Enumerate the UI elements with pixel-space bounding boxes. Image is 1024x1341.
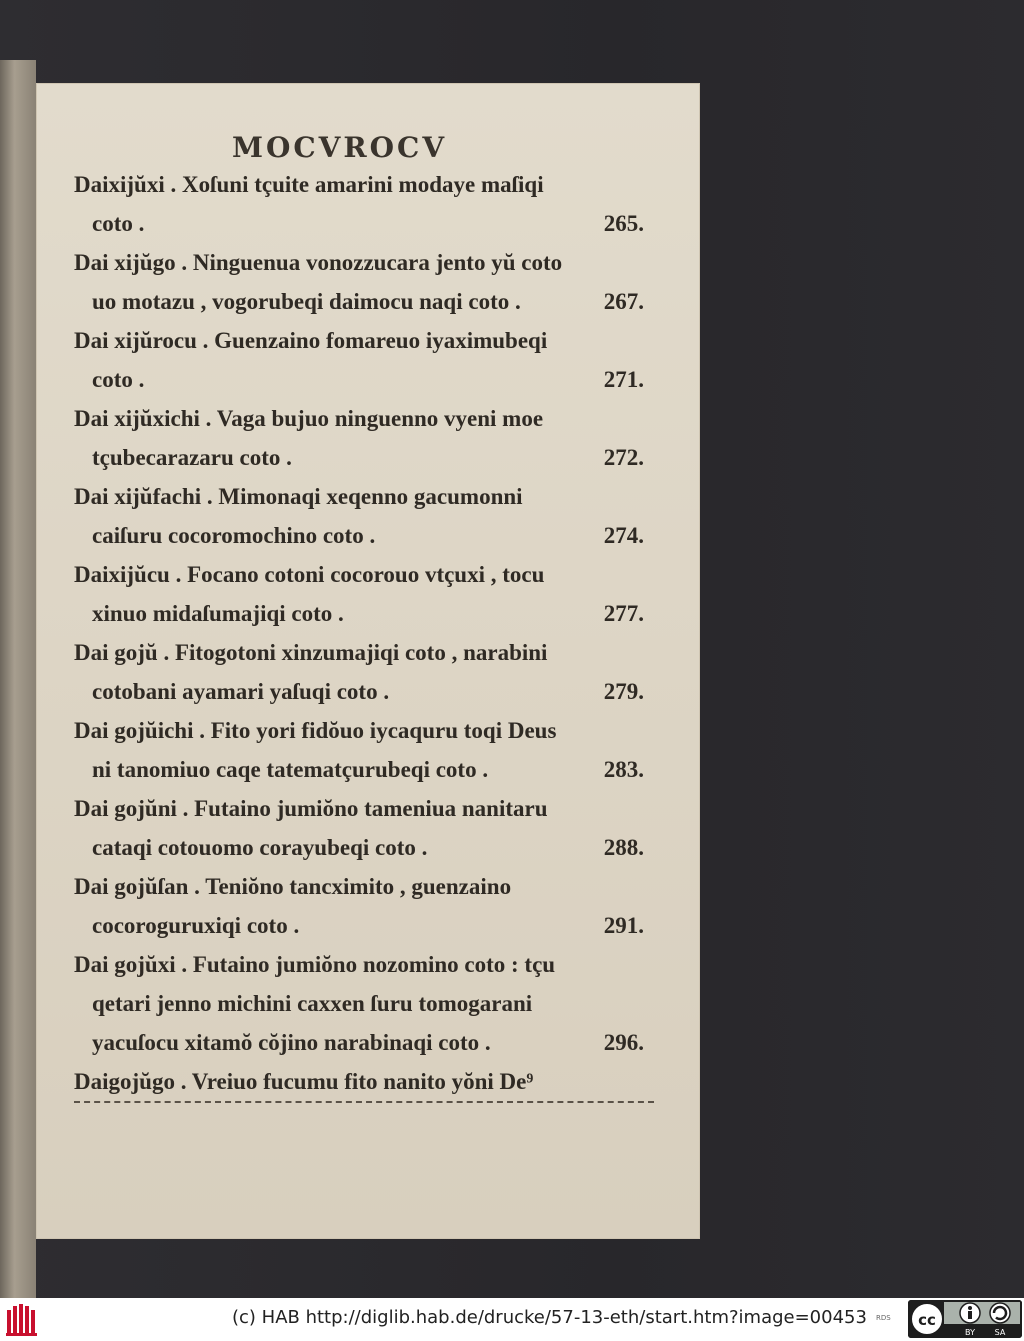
chapter-entry [74,789,654,867]
page-number: 277. [603,601,644,626]
chapter-text: Dai gojŭſan . Teniŏno tancximito , guenzaino [74,874,512,899]
chapter-continuation-line [74,438,654,477]
chapter-text: tçubecarazaru coto . [92,445,292,470]
chapter-entry [74,243,654,321]
chapter-continuation-line [74,906,654,945]
chapter-entry [74,321,654,399]
chapter-continuation-line [74,204,654,243]
chapter-title-line [74,555,654,594]
page-number: 288. [603,835,644,860]
page-number: 283. [603,757,644,782]
chapter-entry [74,477,654,555]
chapter-continuation-line [74,360,654,399]
chapter-text: Dai gojŭxi . Futaino jumiŏno nozomino coto : tçu [74,952,556,977]
chapter-continuation-line [74,1023,654,1062]
chapter-continuation-line [74,984,654,1023]
chapter-text: caiſuru cocoromochino coto . [92,523,376,548]
chapter-title-line [74,321,654,360]
chapter-title-line [74,789,654,828]
small-mark: RDS [876,1314,891,1322]
chapter-text: Dai gojŭ . Fitogotoni xinzumajiqi coto , narabini [74,640,548,665]
book-page [36,83,700,1239]
chapter-text: Dai gojŭichi . Fito yori fidŏuo iycaquru toqi Deus [74,718,557,743]
chapter-entry [74,165,654,243]
page-number: 274. [603,523,644,548]
chapter-entry [74,711,654,789]
chapter-continuation-line [74,828,654,867]
page-number: 291. [603,913,644,938]
chapter-text: uo motazu , vogorubeqi daimocu naqi coto . [92,289,521,314]
chapter-text: coto . [92,367,145,392]
page-number: 272. [603,445,644,470]
svg-text:cc: cc [918,1311,936,1329]
chapter-title-line [74,165,654,204]
chapter-text: Dai xijŭgo . Ninguenua vonozzucara jento yŭ coto [74,250,563,275]
license-by-label: BY [965,1328,975,1337]
chapter-text: cataqi cotouomo corayubeqi coto . [92,835,428,860]
chapter-continuation-line [74,672,654,711]
chapter-title-line [74,633,654,672]
chapter-text: cotobani ayamari yaſuqi coto . [92,679,390,704]
copyright-link[interactable]: (c) HAB http://diglib.hab.de/drucke/57-13-eth/start.htm?image=00453 [232,1307,867,1328]
adjacent-page-edge [0,60,36,1298]
chapter-continuation-line [74,594,654,633]
chapter-text: Daixijŭcu . Focano cotoni cocorouo vtçuxi , tocu [74,562,545,587]
chapter-text: yacuſocu xitamŏ cŏjino narabinaqi coto . [92,1030,491,1055]
chapter-continuation-line [74,750,654,789]
hab-logo-icon [6,1302,40,1336]
chapter-text: qetari jenno michini caxxen ſuru tomogarani [92,991,533,1016]
chapter-text: xinuo midaſumajiqi coto . [92,601,344,626]
running-header: MOCVROCV [232,131,448,164]
page-number: 267. [603,289,644,314]
chapter-entry [74,867,654,945]
chapter-text: Dai xijŭxichi . Vaga bujuo ninguenno vyeni moe [74,406,544,431]
chapter-text: ni tanomiuo caqe tatematçurubeqi coto . [92,757,489,782]
chapter-title-line [74,477,654,516]
license-sa-label: SA [994,1328,1006,1337]
chapter-text: Daigojŭgo . Vreiuo fucumu fito nanito yŏni De⁹ [74,1069,534,1094]
chapter-title-line [74,1062,654,1103]
page-number: 265. [603,211,644,236]
chapter-continuation-line [74,282,654,321]
page-number: 271. [603,367,644,392]
chapter-continuation-line [74,516,654,555]
cc-by-sa-license-badge[interactable] [908,1300,1022,1338]
chapter-title-line [74,867,654,906]
chapter-text: cocoroguruxiqi coto . [92,913,300,938]
chapter-text: Dai xijŭfachi . Mimonaqi xeqenno gacumonni [74,484,523,509]
chapter-entry [74,1062,654,1103]
chapter-entry [74,555,654,633]
chapter-entry [74,633,654,711]
footer-bar [0,1298,1024,1341]
chapter-entry [74,945,654,1062]
chapter-text: Daixijŭxi . Xoſuni tçuite amarini modaye maſiqi [74,172,544,197]
chapter-text: Dai gojŭni . Futaino jumiŏno tameniua nanitaru [74,796,548,821]
chapter-text: Dai xijŭrocu . Guenzaino fomareuo iyaximubeqi [74,328,548,353]
chapter-title-line [74,711,654,750]
page-number: 296. [603,1030,644,1055]
chapter-title-line [74,243,654,282]
chapter-title-line [74,399,654,438]
chapter-text: coto . [92,211,145,236]
chapter-entry [74,399,654,477]
chapter-title-line [74,945,654,984]
page-number: 279. [603,679,644,704]
